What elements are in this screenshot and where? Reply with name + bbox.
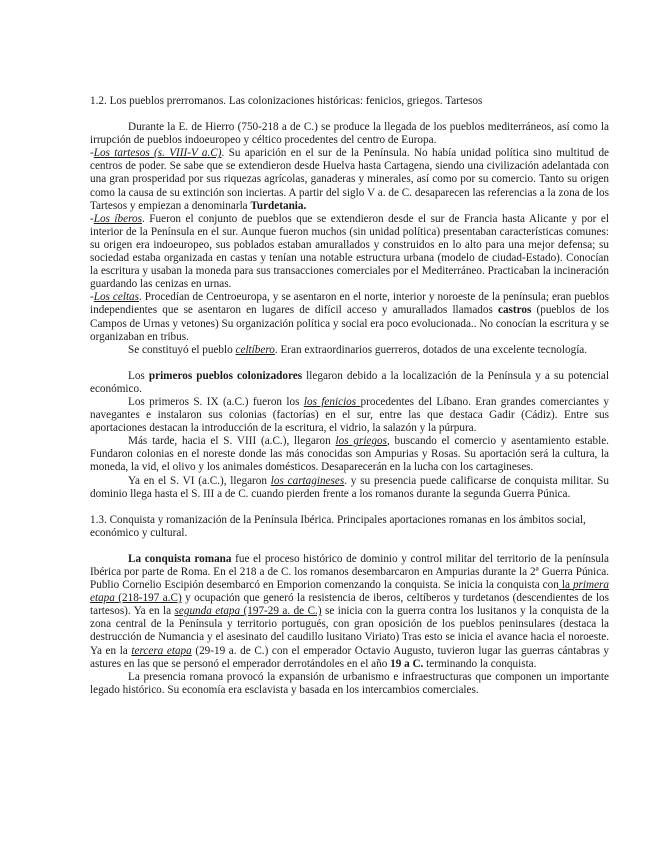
document-page	[90, 95, 609, 697]
term-primera-etapa: primera etapa	[90, 579, 610, 605]
term-castros: castros	[498, 304, 532, 317]
term-segunda-etapa: segunda etapa	[174, 605, 241, 618]
paragraph-colonizadores: Los primeros pueblos colonizadores llegaron debido a la localización de la Península y a su potencial económico.	[90, 369, 610, 395]
term-cartagineses: los cartagineses	[270, 474, 345, 487]
section-heading-2: 1.3. Conquista y romanización de la Península Ibérica. Principales aportaciones romanas en los ámbitos social, económico y cultural.	[90, 513, 586, 539]
term-fenicios: los fenicios	[303, 395, 361, 408]
paragraph-fenicios: Los primeros S. IX (a.C.) fueron los los fenicios procedentes del Líbano. Eran grandes comerciantes y navegantes e instalaron sus colonias (factorías) en el sur, entre las que destaca Gadir (Cádiz). Entre sus aportaciones destacan la introducción de la escritura, el vidrio, la salazón y la púrpura.	[90, 395, 609, 435]
paragraph-tartesos: -Los tartesos (s. VIII-V a.C). Su aparición en el sur de la Península. No había unidad política sino multitud de centros de poder. Se sabe que se extendieron desde Huelva hasta Cartagena, siendo una civilización adelantada con una gran prosperidad por sus riquezas agrícolas, ganaderas y minerales, así como por su comercio. Tanto su origen como la causa de su extinción son inciertas. A partir del siglo V a. de C. desaparecen las referencias a la zona de los Tartesos y empiezan a denominarla Turdetania.	[90, 147, 610, 212]
term-griegos: los griegos	[335, 435, 387, 448]
paragraph-celtas: -Los celtas. Procedían de Centroeuropa, y se asentaron en el norte, interior y noroeste de la península; eran pueblos independientes que se asentaron en lugares de difícil acceso y amurallados llamados castros (pueblos de los Campos de Urnas y vetones) Su organización política y social era poco evolucionada.. No conocían la escritura y se organizaban en tribus.	[90, 291, 610, 343]
term-tercera-etapa: tercera etapa	[131, 644, 192, 657]
paragraph-iberos: -Los íberos. Fueron el conjunto de pueblos que se extendieron desde el sur de Francia hasta Alicante y por el interior de la Península en el sur. Aunque fueron muchos (sin unidad política) presentaban características comunes: su origen era indoeuropeo, sus poblados estaban amurallados y construidos en lo alto para una mejor defensa; su sociedad estaba organizada en castas y tenían una notable estructura urbana (modelo de ciudad-Estado). Conocían la escritura y usaban la moneda para sus transacciones comerciales por el Mediterráneo. Practicaban la incineración guardando las cenizas en urnas.	[90, 212, 609, 291]
section-heading-1: 1.2. Los pueblos prerromanos. Las colonizaciones históricas: fenicios, griegos. Tartesos	[90, 95, 483, 107]
paragraph-cartagineses: Ya en el S. VI (a.C.), llegaron los cartagineses. y su presencia puede calificarse de conquista militar. Su dominio llega hasta el S. III a de C. cuando pierden frente a los romanos durante la segunda Guerra Púnica.	[90, 474, 609, 500]
term-celtas: Los celtas	[93, 291, 139, 304]
paragraph-griegos: Más tarde, hacia el S. VIII (a.C.), llegaron los griegos, buscando el comercio y asentamiento estable. Fundaron colonias en el noreste donde las más conocidas son Ampurias y Rosas. Su aportación será la cultura, la moneda, la vid, el olivo y los animales domésticos. Desaparecerán en la lucha con los cartagineses.	[90, 435, 609, 474]
spacer	[90, 501, 609, 514]
term-conquista-romana: La conquista romana	[128, 552, 232, 565]
paragraph-intro: Durante la E. de Hierro (750-218 a de C.) se produce la llegada de los pueblos mediterráneos, así como la irrupción de pueblos indoeuropeo y céltico procedentes del centro de Europa.	[90, 121, 609, 147]
paragraph-celtibero: Se constituyó el pueblo celtíbero. Eran extraordinarios guerreros, dotados de una excelente tecnología.	[128, 343, 588, 356]
term-turdetania: Turdetania.	[250, 199, 307, 212]
term-colonizadores: primeros pueblos colonizadores	[148, 369, 303, 382]
term-19-ac: 19 a C.	[390, 657, 424, 670]
term-celtibero: celtíbero	[235, 343, 275, 356]
paragraph-presencia: La presencia romana provocó la expansión de urbanismo e infraestructuras que componen un importante legado histórico. Su economía era esclavista y basada en los intercambios comerciales.	[90, 670, 609, 696]
paragraph-conquista: La conquista romana fue el proceso histórico de dominio y control militar del territorio de la península Ibérica por parte de Roma. En el 218 a de C. los romanos desembarcaron en Ampurias durante la 2ª Guerra Púnica. Publio Cornelio Escipión desembarcó en Emporion comenzando la conquista. Se inicia la conquista con la primera etapa (218-197 a.C) y ocupación que generó la resistencia de iberos, celtíberos y turdetanos (descendientes de los tartesos). Ya en la segunda etapa (197-29 a. de C.) se inicia con la guerra contra los lusitanos y la conquista de la zona central de la Península y territorio portugués, con gran oposición de los pueblos peninsulares (destaca la destrucción de Numancia y el asesinato del caudillo lusitano Viriato) Tras esto se inicia el avance hacia el noroeste. Ya en la tercera etapa (29-19 a. de C.) con el emperador Octavio Augusto, tuvieron lugar las guerras cántabras y astures en las que se personó el emperador derrotándoles en el año 19 a C. terminando la conquista.	[90, 552, 610, 670]
spacer	[90, 357, 609, 370]
term-tartesos: Los tartesos (s. VIII-V a.C)	[93, 147, 222, 160]
term-iberos: Los íberos	[93, 212, 142, 225]
